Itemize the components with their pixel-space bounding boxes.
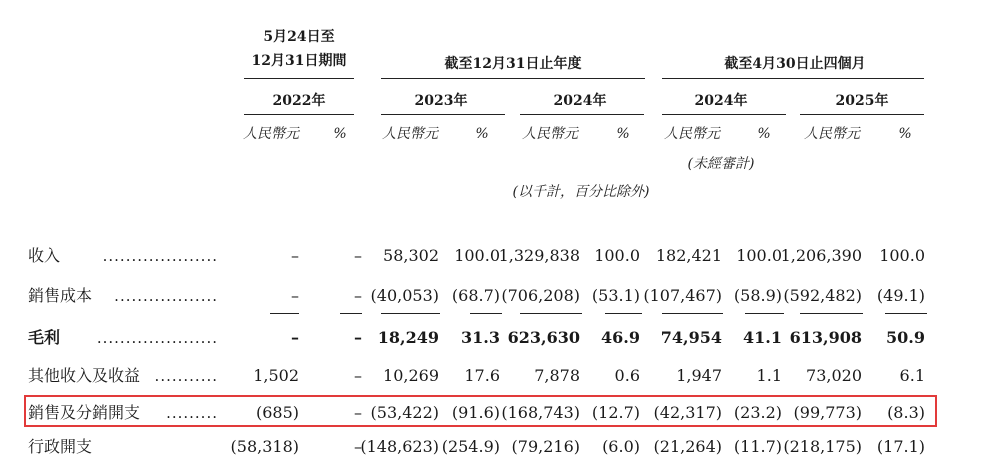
row-cell: 182,421 (655, 246, 722, 265)
subtotal-rule (605, 313, 642, 314)
subtotal-rule (800, 313, 863, 314)
row-cell: 41.1 (743, 328, 782, 347)
row-cell: (58,318) (230, 437, 299, 456)
row-cell: 1.1 (756, 366, 782, 385)
year-2023: 2023年 (414, 93, 468, 109)
row-cell: 613,908 (789, 328, 862, 347)
row-label: 毛利 (28, 328, 61, 347)
row-cell: – (354, 246, 362, 265)
row-leader-dots: ..................... (96, 329, 218, 347)
row-cell: – (291, 246, 299, 265)
row-cell: 46.9 (601, 328, 640, 347)
pct-2022: % (333, 126, 347, 142)
rule-2024-4m (662, 114, 786, 115)
row-cell: 7,878 (534, 366, 580, 385)
row-cell: (254.9) (441, 437, 500, 456)
row-leader-dots: .................... (102, 247, 218, 265)
row-cell: (91.6) (451, 403, 500, 422)
period-2022-line1: 5月24日至 (263, 29, 335, 45)
row-label: 行政開支 (28, 437, 93, 456)
row-cell: (42,317) (653, 403, 722, 422)
subtotal-rule (381, 313, 440, 314)
row-cell: (592,482) (783, 286, 862, 305)
highlight-box (24, 395, 937, 427)
rule-2024 (520, 114, 644, 115)
subtotal-rule (470, 313, 502, 314)
row-cell: (68.7) (451, 286, 500, 305)
row-cell: (168,743) (501, 403, 580, 422)
currency-2022: 人民幣元 (243, 126, 299, 142)
row-cell: 100.0 (879, 246, 925, 265)
row-cell: – (354, 437, 362, 456)
subtotal-rule (270, 313, 299, 314)
units-note: (以千計，百分比除外) (512, 184, 650, 200)
row-cell: 73,020 (806, 366, 862, 385)
subtotal-rule (520, 313, 582, 314)
row-cell: – (291, 286, 299, 305)
row-cell: – (354, 403, 362, 422)
row-cell: 18,249 (377, 328, 439, 347)
row-cell: 74,954 (660, 328, 722, 347)
row-cell: 58,302 (383, 246, 439, 265)
row-cell: (12.7) (591, 403, 640, 422)
unaudited-note: (未經審計) (687, 156, 755, 172)
row-cell: (21,264) (653, 437, 722, 456)
subtotal-rule (745, 313, 784, 314)
row-cell: (53,422) (370, 403, 439, 422)
row-cell: 100.0 (736, 246, 782, 265)
row-cell: (58.9) (733, 286, 782, 305)
row-cell: (11.7) (733, 437, 782, 456)
row-cell: – (354, 286, 362, 305)
row-cell: (53.1) (591, 286, 640, 305)
row-cell: 623,630 (507, 328, 580, 347)
group-fiscal-year: 截至12月31日止年度 (444, 56, 582, 72)
year-2024: 2024年 (553, 93, 607, 109)
row-cell: 1,947 (676, 366, 722, 385)
pct-2024: % (616, 126, 630, 142)
row-cell: 100.0 (594, 246, 640, 265)
row-cell: (17.1) (876, 437, 925, 456)
row-cell: 1,206,390 (780, 246, 862, 265)
row-label: 收入 (28, 246, 61, 265)
period-2022-line2: 12月31日期間 (251, 53, 347, 69)
row-cell: 0.6 (614, 366, 640, 385)
row-cell: (8.3) (887, 403, 925, 422)
row-cell: 50.9 (886, 328, 925, 347)
row-cell: (218,175) (783, 437, 862, 456)
currency-2025-4m: 人民幣元 (804, 126, 860, 142)
subtotal-rule (340, 313, 362, 314)
row-leader-dots: .................. (114, 287, 218, 305)
row-cell: 17.6 (464, 366, 500, 385)
row-cell: (685) (255, 403, 299, 422)
row-cell: (148,623) (360, 437, 439, 456)
row-label: 銷售成本 (28, 286, 93, 305)
row-cell: 1,502 (253, 366, 299, 385)
row-cell: 31.3 (461, 328, 500, 347)
rule-2022 (244, 114, 354, 115)
row-cell: (107,467) (643, 286, 722, 305)
year-2025-4m: 2025年 (835, 93, 889, 109)
row-cell: – (291, 328, 299, 347)
rule-four-months (662, 78, 924, 79)
row-cell: 100.0 (454, 246, 500, 265)
pct-2023: % (475, 126, 489, 142)
row-label: 其他收入及收益 (28, 366, 141, 385)
pct-2025-4m: % (898, 126, 912, 142)
pct-2024-4m: % (757, 126, 771, 142)
row-cell: 10,269 (383, 366, 439, 385)
row-cell: 1,329,838 (498, 246, 580, 265)
rule-2025-4m (800, 114, 924, 115)
subtotal-rule (885, 313, 927, 314)
row-cell: (99,773) (793, 403, 862, 422)
rule-2023 (381, 114, 505, 115)
subtotal-rule (662, 313, 723, 314)
row-label: 銷售及分銷開支 (28, 403, 141, 422)
row-leader-dots: ........... (154, 367, 218, 385)
row-leader-dots: ......... (166, 404, 218, 422)
row-cell: 6.1 (899, 366, 925, 385)
row-cell: (706,208) (501, 286, 580, 305)
rule-2022-period (244, 78, 354, 79)
currency-2023: 人民幣元 (382, 126, 438, 142)
row-cell: (79,216) (511, 437, 580, 456)
group-four-months: 截至4月30日止四個月 (724, 56, 866, 72)
row-cell: – (354, 366, 362, 385)
row-cell: (23.2) (733, 403, 782, 422)
currency-2024-4m: 人民幣元 (664, 126, 720, 142)
row-cell: (6.0) (602, 437, 640, 456)
currency-2024: 人民幣元 (522, 126, 578, 142)
rule-fiscal-year (381, 78, 645, 79)
year-2024-4m: 2024年 (694, 93, 748, 109)
year-2022: 2022年 (272, 93, 326, 109)
row-cell: – (354, 328, 362, 347)
row-cell: (49.1) (876, 286, 925, 305)
row-cell: (40,053) (370, 286, 439, 305)
